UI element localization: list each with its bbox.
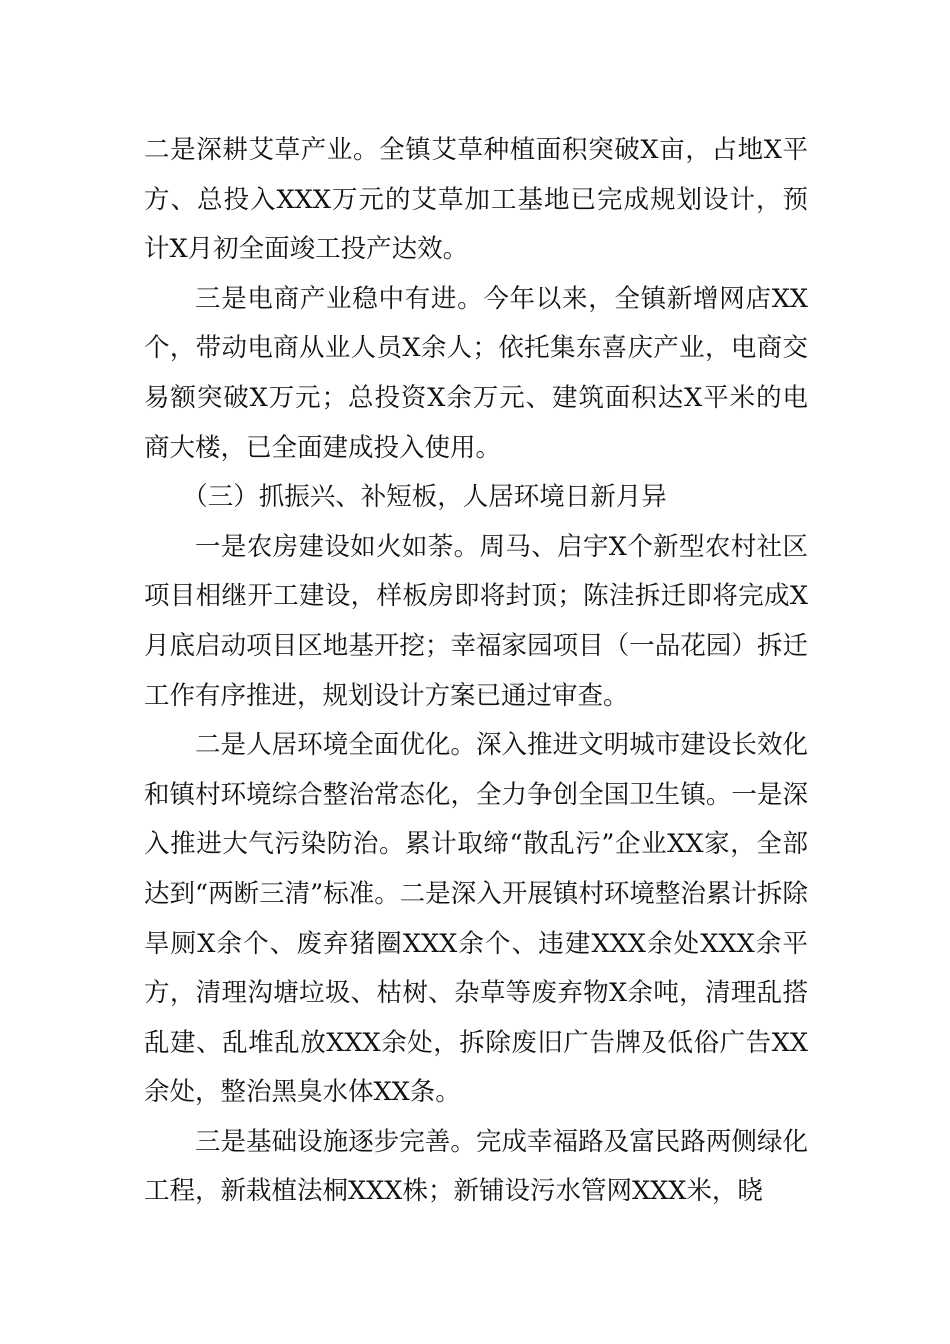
paragraph-infrastructure: 三是基础设施逐步完善。完成幸福路及富民路两侧绿化工程，新栽植法桐XXX株；新铺设污水管网XXX米，晓 [144,1126,808,1207]
paragraph-ecommerce: 三是电商产业稳中有进。今年以来，全镇新增网店XX个，带动电商从业人员X余人；依托集东喜庆产业，电商交易额突破X万元；总投资X余万元、建筑面积达X平米的电商大楼，已全面建成投入使用。 [144,283,808,463]
paragraph-rural-housing: 一是农房建设如火如荼。周马、启宇X个新型农村社区项目相继开工建设，样板房即将封顶；陈洼拆迁即将完成X月底启动项目区地基开挖；幸福家园项目（一品花园）拆迁工作有序推进，规划设计方案已通过审查。 [144,531,808,711]
paragraph-environment-optimization: 二是人居环境全面优化。深入推进文明城市建设长效化和镇村环境综合整治常态化，全力争创全国卫生镇。一是深入推进大气污染防治。累计取缔“散乱污”企业XX家，全部达到“两断三清”标准。二是深入开展镇村环境整治累计拆除旱厕X余个、废弃猪圈XXX余个、违建XXX余处XXX余平方，清理沟塘垃圾、枯树、杂草等废弃物X余吨，清理乱搭乱建、乱堆乱放XXX余处，拆除废旧广告牌及低俗广告XX余处，整治黑臭水体XX条。 [144,730,808,1108]
paragraph-artemisia-industry: 二是深耕艾草产业。全镇艾草种植面积突破X亩，占地X平方、总投入XXX万元的艾草加工基地已完成规划设计，预计X月初全面竣工投产达效。 [144,135,808,265]
document-body [144,126,808,1217]
section-heading-living-environment: （三）抓振兴、补短板，人居环境日新月异 [182,482,667,513]
